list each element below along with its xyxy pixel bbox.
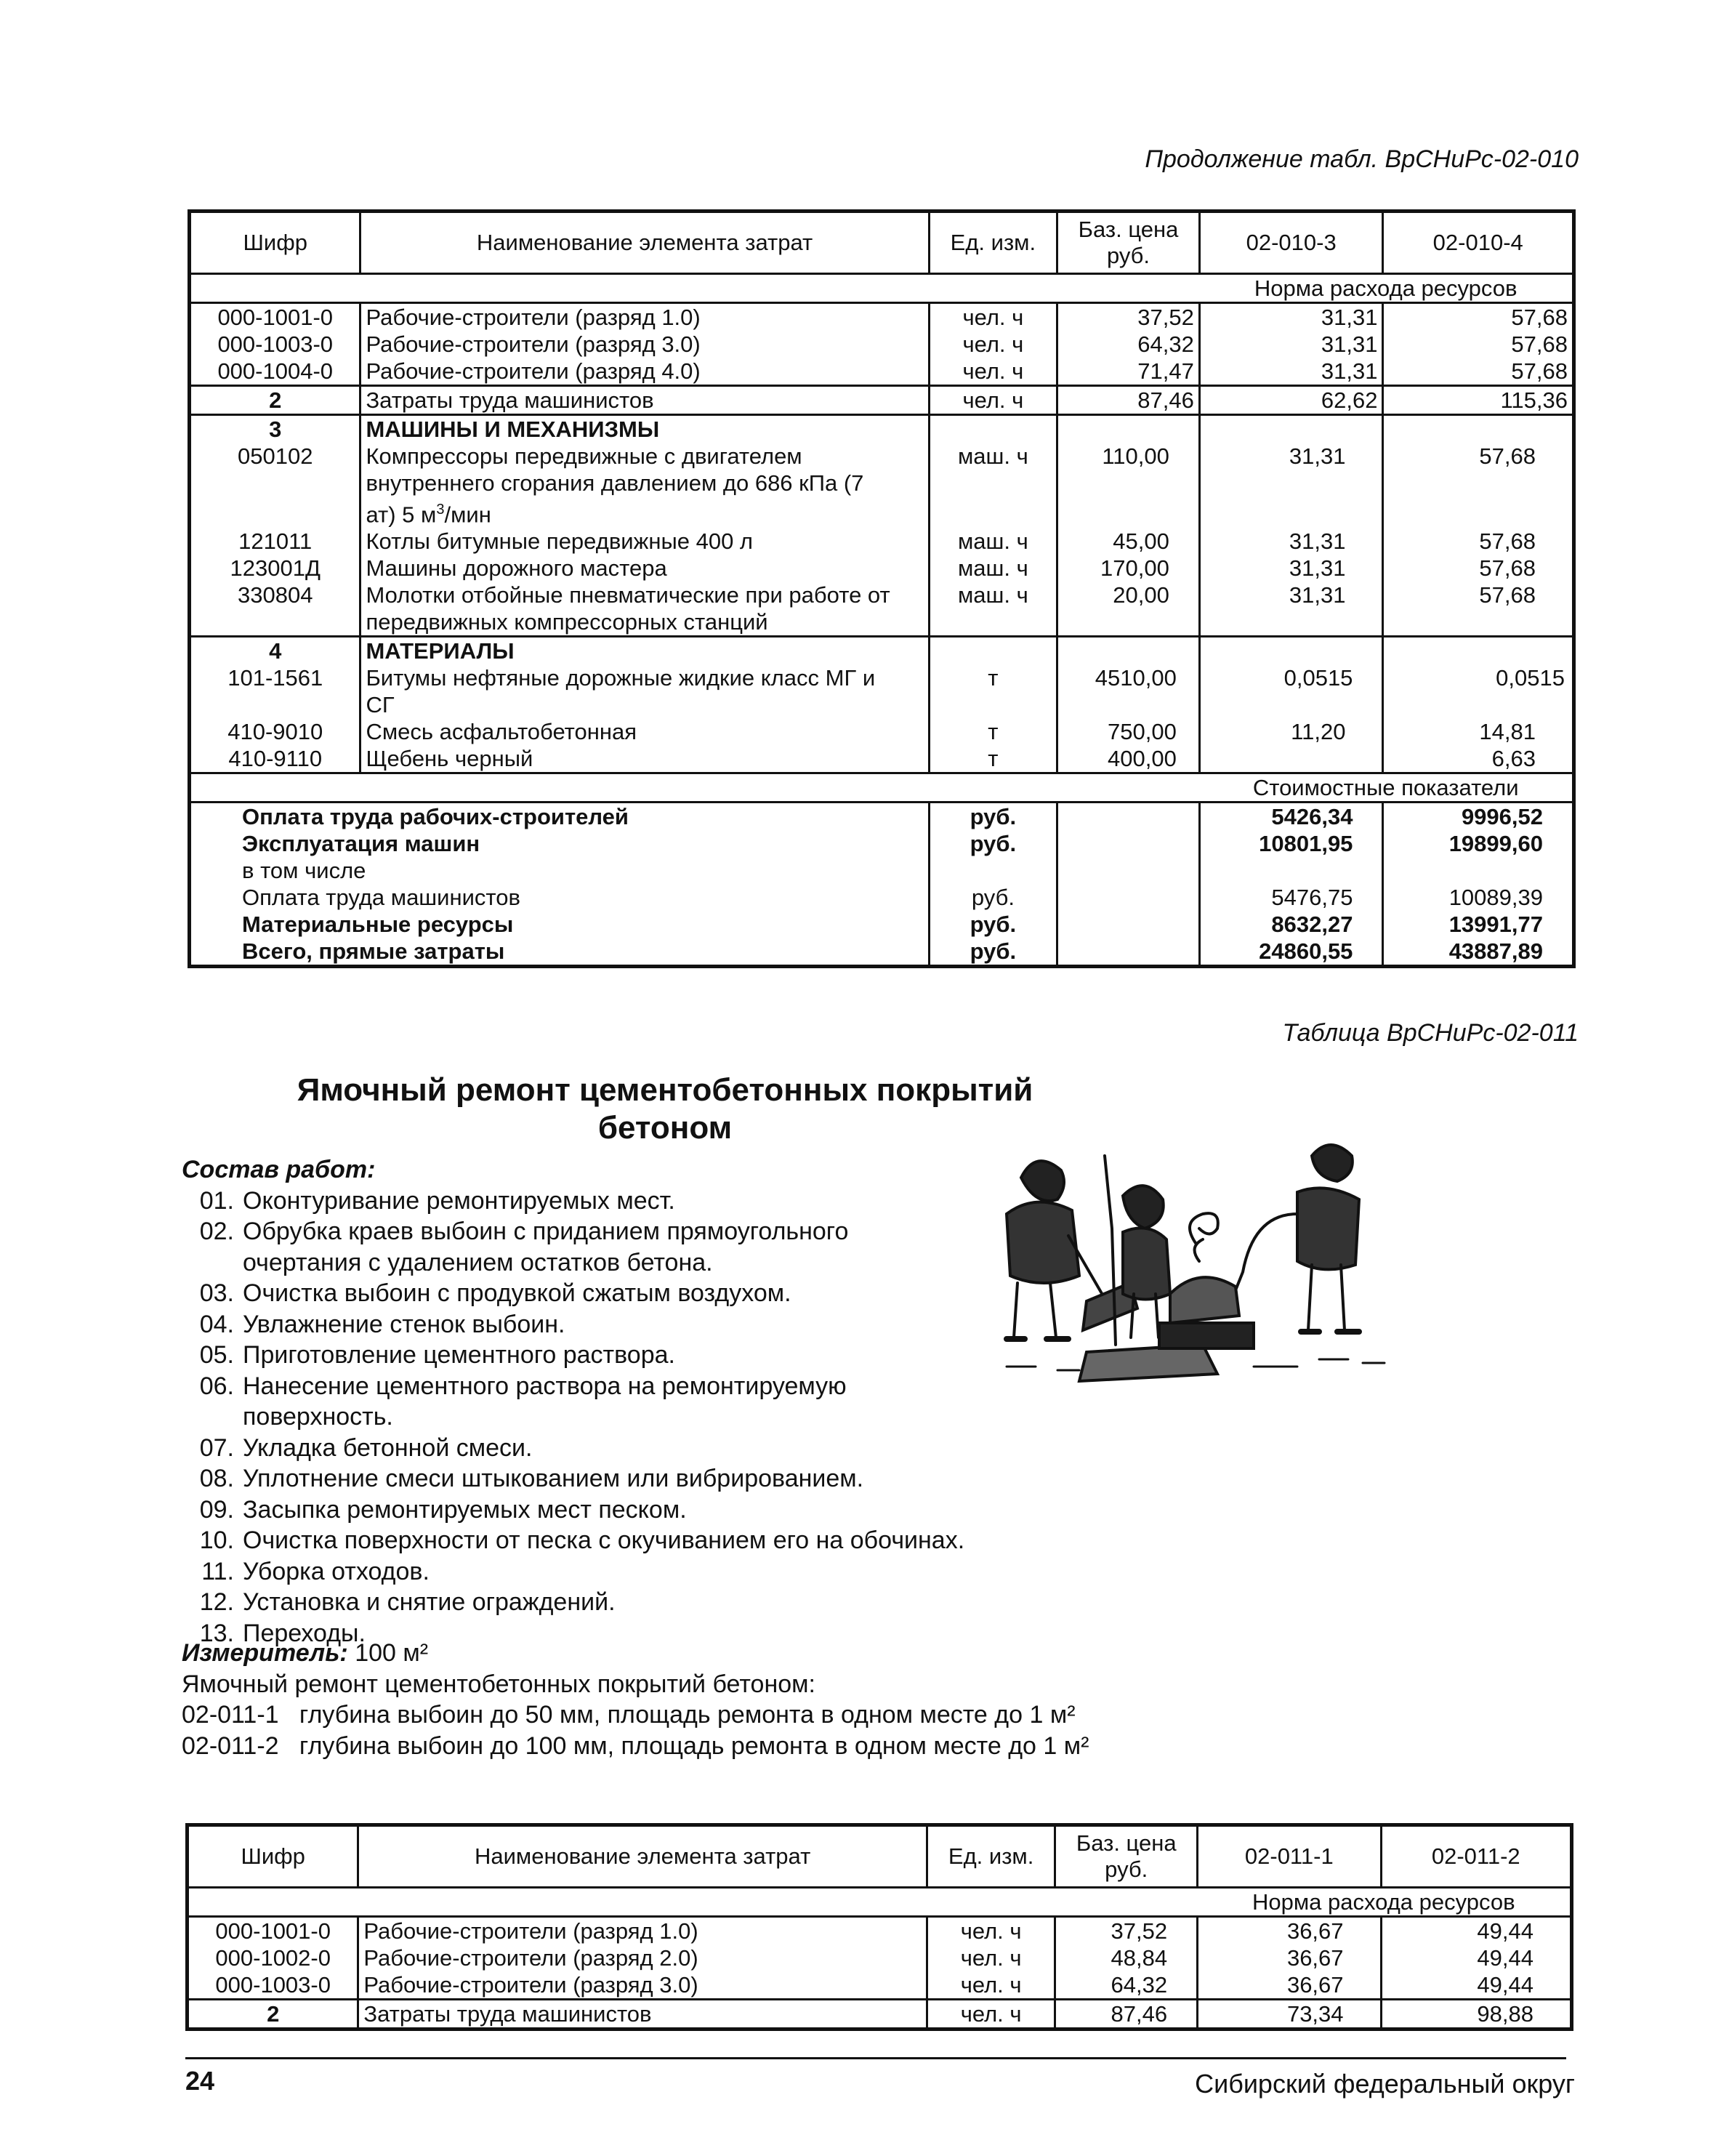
variant-row: 02-011-2 глубина выбоин до 100 мм, площадь ремонта в одном месте до 1 м² [182,1731,1089,1760]
cost-row: Эксплуатация машин руб. 10801,95 19899,60 [190,830,1574,857]
resource-table-02-011 [185,1823,1573,2031]
table-row: 2 Затраты труда машинистов чел. ч 87,46 73,34 98,88 [188,2000,1572,2030]
cost-row: Оплата труда рабочих-строителей руб. 5426,34 9996,52 [190,803,1574,831]
header-col2: 02-010-4 [1383,212,1574,274]
table-row: 000-1002-0 Рабочие-строители (разряд 2.0) чел. ч 48,84 36,67 49,44 [188,1944,1572,1971]
cost-row: Всего, прямые затраты руб. 24860,55 43887,89 [190,938,1574,967]
header-code: Шифр [188,1825,358,1888]
work-item: 05. Приготовление цементного раствора. [199,1341,675,1369]
header-unit: Ед. изм. [927,1825,1055,1888]
work-item: 07. Укладка бетонной смеси. [199,1433,533,1462]
work-item: 04. Увлажнение стенок выбоин. [199,1310,565,1338]
table-row: 000-1003-0 Рабочие-строители (разряд 3.0) чел. ч 64,32 31,31 57,68 [190,331,1574,358]
table-row: 410-9110 Щебень черный т 400,00 6,63 [190,745,1574,773]
work-item: 08. Уплотнение смеси штыкованием или вибрированием. [199,1465,864,1492]
table-row: 000-1001-0 Рабочие-строители (разряд 1.0) чел. ч 37,52 31,31 57,68 [190,303,1574,331]
work-item: 02. Обрубка краев выбоин с приданием прямоугольного [199,1218,849,1245]
header-name: Наименование элемента затрат [360,212,929,274]
table-row: 410-9010 Смесь асфальтобетонная т 750,00 11,20 14,81 [190,718,1574,745]
header-price: Баз. цена руб. [1055,1825,1198,1888]
work-item: 12. Установка и снятие ограждений. [199,1588,616,1616]
cost-label: Стоимостные показатели [1252,775,1519,801]
cost-row: Оплата труда машинистов руб. 5476,75 10089,39 [190,884,1574,911]
table-row: 000-1004-0 Рабочие-строители (разряд 4.0) чел. ч 71,47 31,31 57,68 [190,358,1574,386]
norm-label: Норма расхода ресурсов [1254,275,1518,301]
page-number: 24 [185,2066,215,2096]
table-row: 121011 Котлы битумные передвижные 400 л маш. ч 45,00 31,31 57,68 [190,528,1574,555]
compressor-name: Компрессоры передвижные с двигателем внутреннего сгорания давлением до 686 кПа (7 ат) 5 $м^3$/мин [360,443,929,528]
work-item: поверхность. [243,1403,393,1431]
works-label: Состав работ: [182,1156,376,1183]
meter-description: Ямочный ремонт цементобетонных покрытий бетоном: [182,1670,815,1698]
footer-divider [185,2057,1566,2059]
table-row: 101-1561 Битумы нефтяные дорожные жидкие класс МГ и СГ т 4510,00 0,0515 0,0515 [190,664,1574,718]
work-item: 13. Переходы. [199,1619,366,1647]
work-item: 11. Уборка отходов. [201,1557,430,1585]
header-unit: Ед. изм. [929,212,1057,274]
variant-row: 02-011-1 глубина выбоин до 50 мм, площадь ремонта в одном месте до 1 м² [182,1701,1076,1729]
table-caption: Таблица ВрСНиРс-02-011 [1282,1019,1579,1047]
resource-table-02-010 [188,209,1576,968]
work-item: 10. Очистка поверхности от песка с окучиванием его на обочинах. [199,1527,965,1554]
table-row: 123001Д Машины дорожного мастера маш. ч 170,00 31,31 57,68 [190,555,1574,582]
table-continuation-caption: Продолжение табл. ВрСНиРс-02-010 [1145,145,1579,173]
table-row: 330804 Молотки отбойные пневматические при работе от передвижных компрессорных станций маш. ч 20,00 31,31 57,68 [190,582,1574,637]
section-title: Ямочный ремонт цементобетонных покрытий бетоном [297,1072,1033,1146]
table-row: 050102 Компрессоры передвижные с двигателем внутреннего сгорания давлением до 686 кПа (7 ат) 5 $м^3$/мин маш. ч 110,00 31,31 57,68 [190,443,1574,528]
work-item: 06. Нанесение цементного раствора на ремонтируемую [199,1372,847,1400]
work-item: очертания с удалением остатков бетона. [243,1248,713,1276]
road-workers-illustration [978,1127,1428,1396]
header-price: Баз. цена руб. [1057,212,1200,274]
table-row: 000-1001-0 Рабочие-строители (разряд 1.0) чел. ч 37,52 36,67 49,44 [188,1917,1572,1945]
header-name: Наименование элемента затрат [358,1825,927,1888]
norm-label: Норма расхода ресурсов [1252,1889,1515,1915]
meter-line: Измеритель: 100 м² [182,1639,429,1667]
section-row: 3 МАШИНЫ И МЕХАНИЗМЫ [190,415,1574,443]
header-col1: 02-011-1 [1198,1825,1381,1888]
header-col2: 02-011-2 [1381,1825,1571,1888]
work-item: 09. Засыпка ремонтируемых мест песком. [199,1495,687,1524]
work-item: 03. Очистка выбоин с продувкой сжатым воздухом. [199,1279,791,1307]
footer-region: Сибирский федеральный округ [1195,2069,1575,2099]
section-row: 4 МАТЕРИАЛЫ [190,637,1574,665]
header-code: Шифр [190,212,360,274]
table-row: 000-1003-0 Рабочие-строители (разряд 3.0) чел. ч 64,32 36,67 49,44 [188,1971,1572,2000]
table-row: 2 Затраты труда машинистов чел. ч 87,46 62,62 115,36 [190,386,1574,415]
cost-row: в том числе [190,857,1574,884]
work-item: 01. Оконтуривание ремонтируемых мест. [199,1186,675,1215]
cost-row: Материальные ресурсы руб. 8632,27 13991,77 [190,911,1574,938]
header-col1: 02-010-3 [1199,212,1383,274]
